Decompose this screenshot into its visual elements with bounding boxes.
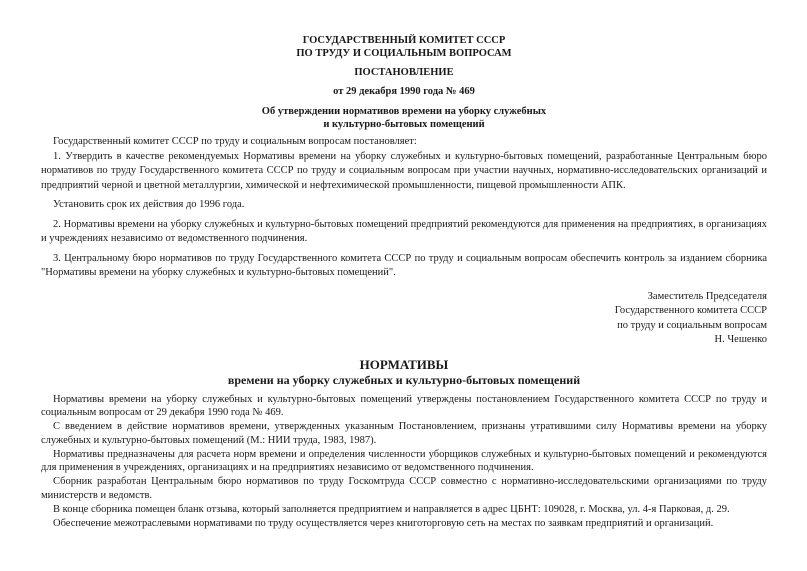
document-type: ПОСТАНОВЛЕНИЕ: [354, 67, 454, 78]
signature-position-line2: Государственного комитета СССР: [614, 305, 767, 316]
signature-position-line3: по труду и социальным вопросам: [617, 319, 767, 331]
norms-paragraph-6: Обеспечение межотраслевыми нормативами по труду осуществляется через книготорговую сеть на местах по заявкам предприятий и организаций.: [53, 517, 714, 529]
document-subject-line2: и культурно-бытовых помещений: [323, 119, 485, 130]
resolution-intro: Государственный комитет СССР по труду и социальным вопросам постановляет:: [53, 136, 417, 147]
document-date-number: от 29 декабря 1990 года № 469: [333, 86, 475, 97]
resolution-item-2: 2. Нормативы времени на уборку служебных и культурно-бытовых помещений предприятий рекомендуются для применения на предприятиях, в организациях и учреждениях независимо от ведомственного подчинения.: [41, 218, 767, 244]
committee-name-line2: ПО ТРУДУ И СОЦИАЛЬНЫМ ВОПРОСАМ: [296, 48, 512, 59]
document-subject-line1: Об утверждении нормативов времени на уборку служебных: [261, 106, 547, 117]
signature-position-line1: Заместитель Председателя: [647, 290, 767, 302]
norms-paragraph-2: С введением в действие нормативов времени, утвержденных указанным Постановлением, признаны утратившими силу Нормативы времени на уборку служебных и культурно-бытовых помещений (М.: НИИ труда, 1983, 1987).: [41, 421, 767, 446]
norms-paragraph-1: Нормативы времени на уборку служебных и культурно-бытовых помещений утверждены постановлением Государственного комитета СССР по труду и социальным вопросам от 29 декабря 1990 года № 469.: [41, 393, 767, 419]
resolution-term: Установить срок их действия до 1996 года.: [53, 199, 245, 210]
norms-paragraph-5: В конце сборника помещен бланк отзыва, который заполняется предприятием и направляется в адрес ЦБНТ: 109028, г. Москва, ул. 4-я Парковая, д. 29.: [53, 503, 730, 515]
document-page: [41, 34, 767, 530]
signature-name: Н. Чешенко: [714, 334, 767, 345]
norms-paragraph-4: Сборник разработан Центральным бюро нормативов по труду Госкомтруда СССР совместно с нормативно-исследовательскими организациями по труду министерств и ведомств.: [41, 476, 767, 502]
resolution-item-1: 1. Утвердить в качестве рекомендуемых Нормативы времени на уборку служебных и культурно-бытовых помещений, разработанные Центральным бюро нормативов по труду Государственного комитета СССР по труду и социальным вопросам при участии научных, нормативно-исследовательских организаций и предприятий черной и цветной металлургии, химической и нефтехимической промышленности, пищевой промышленности АПК.: [41, 150, 767, 191]
norms-subtitle: времени на уборку служебных и культурно-бытовых помещений: [227, 372, 581, 387]
committee-name-line1: ГОСУДАРСТВЕННЫЙ КОМИТЕТ СССР: [302, 35, 506, 46]
signature-block: [41, 290, 767, 348]
norms-paragraph-3: Нормативы предназначены для расчета норм времени и определения численности уборщиков служебных и культурно-бытовых помещений и рекомендуются для применения в учреждениях, организациях и на предприятиях независимо от ведомственного подчинения.: [41, 448, 767, 474]
norms-title: НОРМАТИВЫ: [359, 356, 449, 372]
resolution-item-3: 3. Центральному бюро нормативов по труду Государственного комитета СССР по труду и социальным вопросам обеспечить контроль за изданием сборника "Нормативы времени на уборку служебных и культурно-бытовых помещений".: [41, 252, 767, 278]
